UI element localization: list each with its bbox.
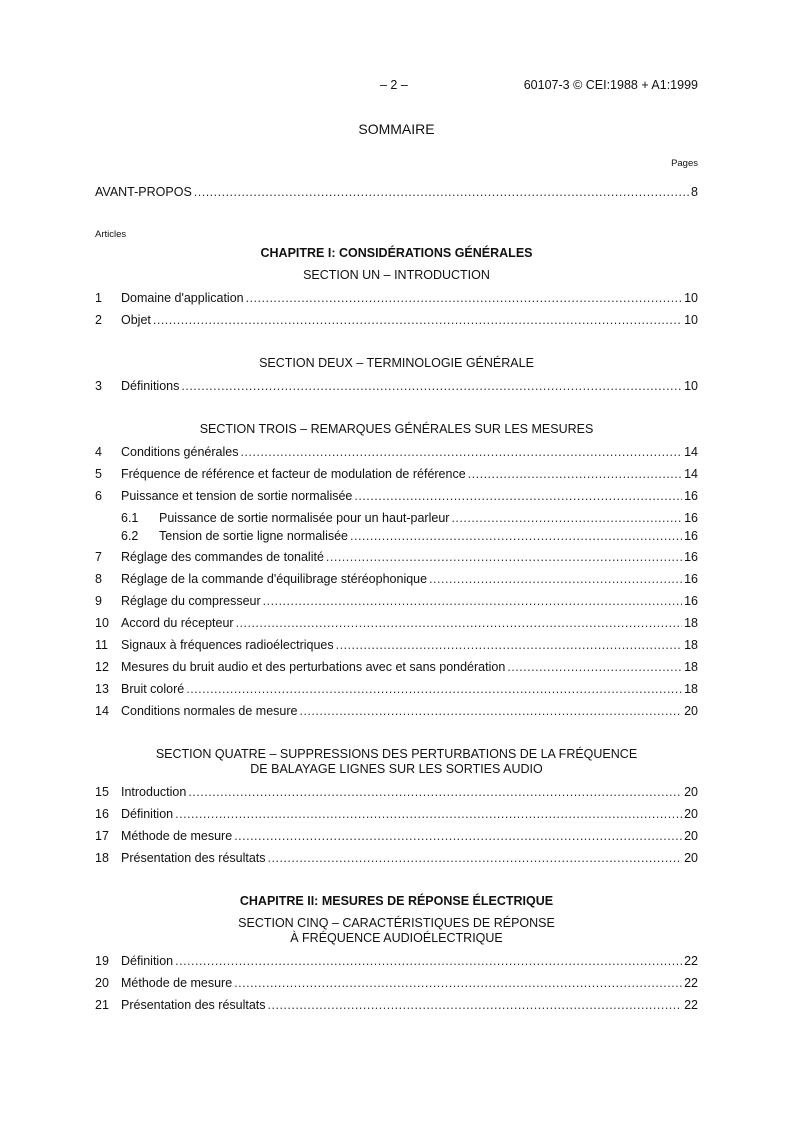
toc-entry-label: Puissance et tension de sortie normalisée <box>121 489 353 503</box>
toc-entry-number: 5 <box>95 467 102 481</box>
toc-entry-label: Définitions <box>121 379 180 393</box>
toc-entry-page: 10 <box>684 379 698 393</box>
toc-entry-number: 20 <box>95 976 109 990</box>
section-heading-line: SECTION CINQ – CARACTÉRISTIQUES DE RÉPONSE <box>238 916 555 930</box>
toc-entry-number: 13 <box>95 682 109 696</box>
toc-subentry[interactable] <box>95 510 698 526</box>
toc-entry-label: Domaine d'application <box>121 291 244 305</box>
toc-entry[interactable] <box>95 681 698 697</box>
toc-subentry[interactable] <box>95 528 698 544</box>
toc-entry[interactable] <box>95 703 698 719</box>
toc-entry-page: 14 <box>684 445 698 459</box>
toc-entry-label: Réglage du compresseur <box>121 594 261 608</box>
dot-leader <box>507 659 682 675</box>
toc-entry-page: 22 <box>684 954 698 968</box>
toc-entry-page: 18 <box>684 660 698 674</box>
section-heading-5 <box>95 916 698 946</box>
toc-entry-number: 6 <box>95 489 102 503</box>
dot-leader <box>234 975 682 991</box>
toc-entry-label: Définition <box>121 807 174 821</box>
toc-entry[interactable] <box>95 997 698 1013</box>
toc-entry-label: Réglage des commandes de tonalité <box>121 550 324 564</box>
toc-entry-number: 19 <box>95 954 109 968</box>
dot-leader <box>175 953 682 969</box>
toc-entry-number: 6.2 <box>121 529 139 543</box>
toc-entry-label: Fréquence de référence et facteur de modulation de référence <box>121 467 466 481</box>
toc-entry-page: 18 <box>684 638 698 652</box>
toc-entry-page: 16 <box>684 550 698 564</box>
toc-entry[interactable] <box>95 828 698 844</box>
section-heading-4 <box>95 747 698 777</box>
section-heading-1: SECTION UN – INTRODUCTION <box>303 268 490 282</box>
toc-entry-label: Bruit coloré <box>121 682 185 696</box>
toc-entry-page: 20 <box>684 829 698 843</box>
toc-entry-number: 1 <box>95 291 102 305</box>
toc-entry-page: 18 <box>684 616 698 630</box>
dot-leader <box>299 703 682 719</box>
toc-entry[interactable] <box>95 784 698 800</box>
toc-entry[interactable] <box>95 850 698 866</box>
toc-entry-number: 12 <box>95 660 109 674</box>
toc-entry-number: 21 <box>95 998 109 1012</box>
toc-entry[interactable] <box>95 953 698 969</box>
toc-entry[interactable] <box>95 593 698 609</box>
dot-leader <box>451 510 682 526</box>
toc-entry[interactable] <box>95 290 698 306</box>
toc-entry-label: AVANT-PROPOS <box>95 185 192 199</box>
toc-entry-page: 20 <box>684 785 698 799</box>
dot-leader <box>236 615 683 631</box>
dot-leader <box>336 637 682 653</box>
toc-entry-page: 22 <box>684 998 698 1012</box>
toc-entry-number: 6.1 <box>121 511 139 525</box>
toc-entry[interactable] <box>95 444 698 460</box>
toc-entry-number: 3 <box>95 379 102 393</box>
toc-entry-label: Présentation des résultats <box>121 851 266 865</box>
toc-entry-label: Introduction <box>121 785 187 799</box>
dot-leader <box>181 378 682 394</box>
chapter-heading-1: CHAPITRE I: CONSIDÉRATIONS GÉNÉRALES <box>260 246 533 260</box>
toc-entry-page: 20 <box>684 704 698 718</box>
toc-entry[interactable] <box>95 549 698 565</box>
dot-leader <box>350 528 682 544</box>
toc-entry[interactable] <box>95 466 698 482</box>
dot-leader <box>354 488 682 504</box>
toc-entry-page: 16 <box>684 529 698 543</box>
dot-leader <box>240 444 682 460</box>
chapter-heading-2: CHAPITRE II: MESURES DE RÉPONSE ÉLECTRIQUE <box>239 894 554 908</box>
toc-entry-page: 16 <box>684 511 698 525</box>
toc-entry-page: 10 <box>684 291 698 305</box>
dot-leader <box>153 312 682 328</box>
dot-leader <box>186 681 682 697</box>
toc-entry-number: 11 <box>95 638 108 652</box>
page-title: SOMMAIRE <box>358 121 435 137</box>
toc-entry-page: 16 <box>684 489 698 503</box>
toc-entry-page: 8 <box>691 185 698 199</box>
toc-entry-number: 16 <box>95 807 109 821</box>
toc-entry-page: 20 <box>684 807 698 821</box>
header-page-number: – 2 – <box>380 78 408 92</box>
dot-leader <box>429 571 682 587</box>
toc-entry-page: 20 <box>684 851 698 865</box>
dot-leader <box>326 549 682 565</box>
toc-entry[interactable] <box>95 806 698 822</box>
toc-entry-label: Présentation des résultats <box>121 998 266 1012</box>
dot-leader <box>188 784 682 800</box>
dot-leader <box>246 290 682 306</box>
toc-entry-page: 10 <box>684 313 698 327</box>
toc-entry-page: 18 <box>684 682 698 696</box>
toc-entry[interactable] <box>95 312 698 328</box>
toc-entry-number: 18 <box>95 851 109 865</box>
toc-entry[interactable] <box>95 659 698 675</box>
dot-leader <box>263 593 682 609</box>
document-page <box>95 0 698 1122</box>
toc-entry-label: Puissance de sortie normalisée pour un haut-parleur <box>159 511 450 525</box>
toc-entry-label: Réglage de la commande d'équilibrage stéréophonique <box>121 572 428 586</box>
toc-entry-label: Mesures du bruit audio et des perturbations avec et sans pondération <box>121 660 506 674</box>
toc-entry-number: 15 <box>95 785 109 799</box>
pages-column-label: Pages <box>671 158 698 169</box>
toc-entry-label: Méthode de mesure <box>121 829 233 843</box>
toc-entry-label: Méthode de mesure <box>121 976 233 990</box>
header-document-reference: 60107-3 © CEI:1988 + A1:1999 <box>523 78 698 92</box>
toc-entry-label: Conditions générales <box>121 445 239 459</box>
toc-entry-number: 2 <box>95 313 102 327</box>
section-heading-line: À FRÉQUENCE AUDIOÉLECTRIQUE <box>290 931 503 945</box>
toc-entry[interactable] <box>95 378 698 394</box>
dot-leader <box>468 466 682 482</box>
toc-entry-number: 4 <box>95 445 102 459</box>
toc-entry-number: 9 <box>95 594 102 608</box>
toc-entry-number: 10 <box>95 616 109 630</box>
toc-entry-label: Conditions normales de mesure <box>121 704 298 718</box>
dot-leader <box>175 806 682 822</box>
toc-entry-label: Signaux à fréquences radioélectriques <box>121 638 334 652</box>
toc-entry-number: 14 <box>95 704 109 718</box>
toc-entry-number: 17 <box>95 829 109 843</box>
section-heading-2: SECTION DEUX – TERMINOLOGIE GÉNÉRALE <box>259 356 534 370</box>
dot-leader <box>268 997 683 1013</box>
section-heading-line: SECTION QUATRE – SUPPRESSIONS DES PERTURBATIONS DE LA FRÉQUENCE <box>155 747 638 761</box>
dot-leader <box>268 850 683 866</box>
toc-entry-label: Tension de sortie ligne normalisée <box>159 529 348 543</box>
toc-entry-label: Accord du récepteur <box>121 616 234 630</box>
toc-entry-number: 7 <box>95 550 102 564</box>
toc-entry[interactable] <box>95 637 698 653</box>
toc-entry[interactable] <box>95 975 698 991</box>
section-heading-3: SECTION TROIS – REMARQUES GÉNÉRALES SUR LES MESURES <box>199 422 594 436</box>
toc-entry[interactable] <box>95 488 698 504</box>
toc-entry-label: Objet <box>121 313 151 327</box>
toc-entry[interactable] <box>95 615 698 631</box>
toc-entry-number: 8 <box>95 572 102 586</box>
toc-entry-page: 14 <box>684 467 698 481</box>
toc-entry-page: 16 <box>684 594 698 608</box>
articles-column-label: Articles <box>95 229 127 240</box>
dot-leader <box>194 184 689 200</box>
toc-entry[interactable] <box>95 571 698 587</box>
toc-entry-page: 16 <box>684 572 698 586</box>
toc-entry-page: 22 <box>684 976 698 990</box>
toc-entry-label: Définition <box>121 954 174 968</box>
toc-entry-avant-propos[interactable] <box>95 184 698 200</box>
dot-leader <box>234 828 682 844</box>
section-heading-line: DE BALAYAGE LIGNES SUR LES SORTIES AUDIO <box>250 762 543 776</box>
